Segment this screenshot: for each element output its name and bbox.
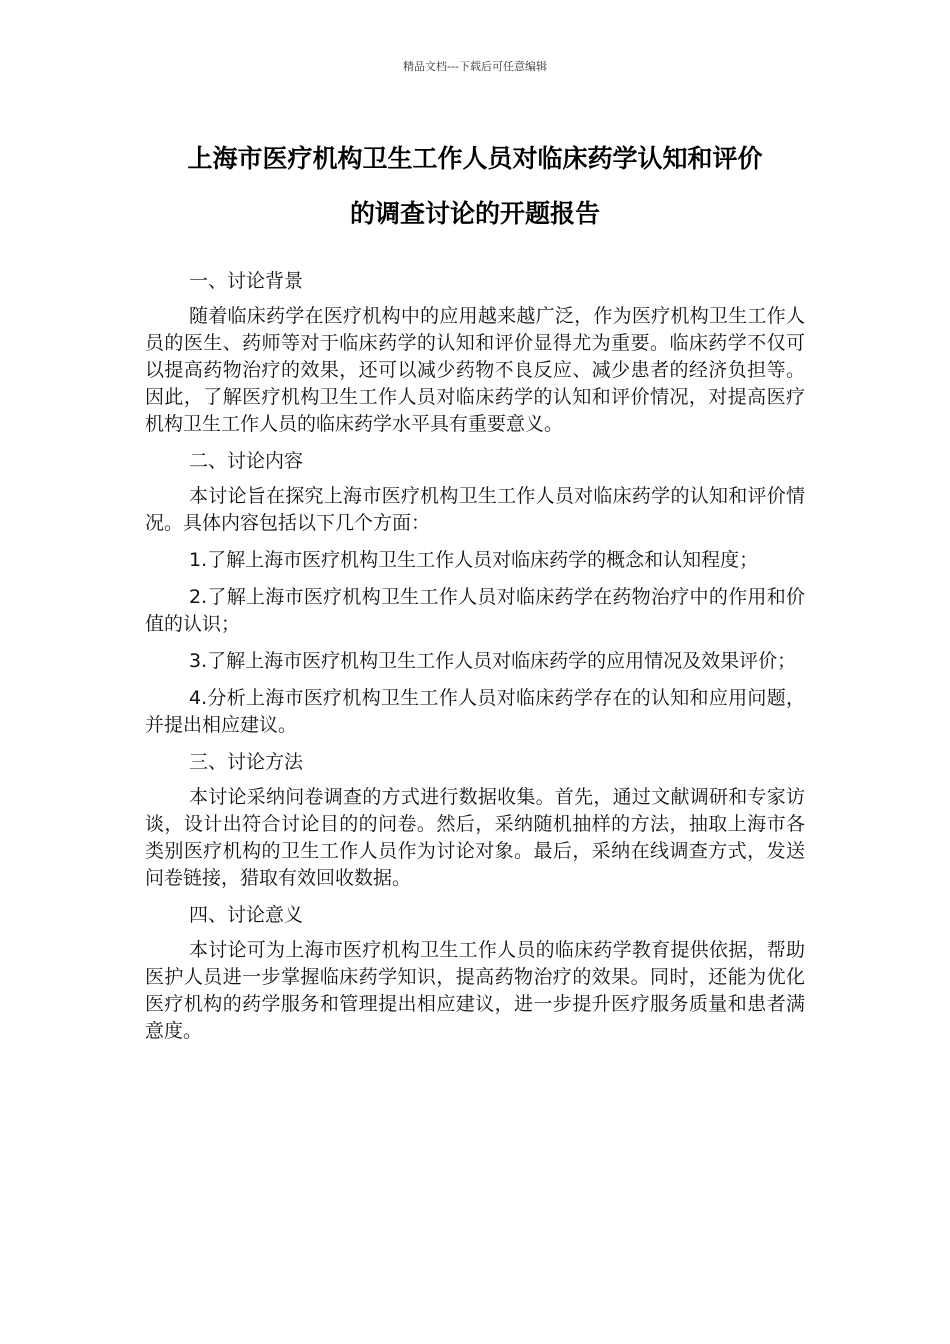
document-title-line-1: 上海市医疗机构卫生工作人员对临床药学认知和评价 bbox=[187, 144, 763, 173]
method-paragraph: 本讨论采纳问卷调查的方式进行数据收集。首先，通过文献调研和专家访谈，设计出符合讨论目的的问卷。然后，采纳随机抽样的方法，抽取上海市各类别医疗机构的卫生工作人员作为讨论对象。最后，采纳在线调查方式，发送问卷链接，猎取有效回收数据。 bbox=[145, 786, 805, 889]
content-list-item: 1.了解上海市医疗机构卫生工作人员对临床药学的概念和认知程度； bbox=[189, 549, 759, 571]
background-paragraph: 随着临床药学在医疗机构中的应用越来越广泛，作为医疗机构卫生工作人员的医生、药师等对于临床药学的认知和评价显得尤为重要。临床药学不仅可以提高药物治疗的效果，还可以减少药物不良反应、减少患者的经济负担等。因此，了解医疗机构卫生工作人员对临床药学的认知和评价情况，对提高医疗机构卫生工作人员的临床药学水平具有重要意义。 bbox=[145, 305, 805, 435]
section-heading-significance: 四、讨论意义 bbox=[189, 904, 304, 926]
content-list-item: 3.了解上海市医疗机构卫生工作人员对临床药学的应用情况及效果评价； bbox=[189, 650, 797, 672]
document-title-line-2: 的调查讨论的开题报告 bbox=[349, 199, 600, 228]
content-list-item: 2.了解上海市医疗机构卫生工作人员对临床药学在药物治疗中的作用和价值的认识； bbox=[145, 586, 805, 635]
section-heading-content: 二、讨论内容 bbox=[189, 450, 304, 472]
section-heading-background: 一、讨论背景 bbox=[189, 270, 304, 292]
significance-paragraph: 本讨论可为上海市医疗机构卫生工作人员的临床药学教育提供依据，帮助医护人员进一步掌握临床药学知识，提高药物治疗的效果。同时，还能为优化医疗机构的药学服务和管理提出相应建议，进一步提升医疗服务质量和患者满意度。 bbox=[145, 939, 805, 1042]
page-header-note: 精品文档---下载后可任意编辑 bbox=[403, 60, 547, 73]
section-heading-method: 三、讨论方法 bbox=[189, 751, 304, 773]
content-paragraph: 本讨论旨在探究上海市医疗机构卫生工作人员对临床药学的认知和评价情况。具体内容包括以下几个方面： bbox=[145, 485, 805, 534]
content-list-item: 4.分析上海市医疗机构卫生工作人员对临床药学存在的认知和应用问题，并提出相应建议。 bbox=[145, 687, 805, 736]
document-body bbox=[145, 268, 805, 1055]
